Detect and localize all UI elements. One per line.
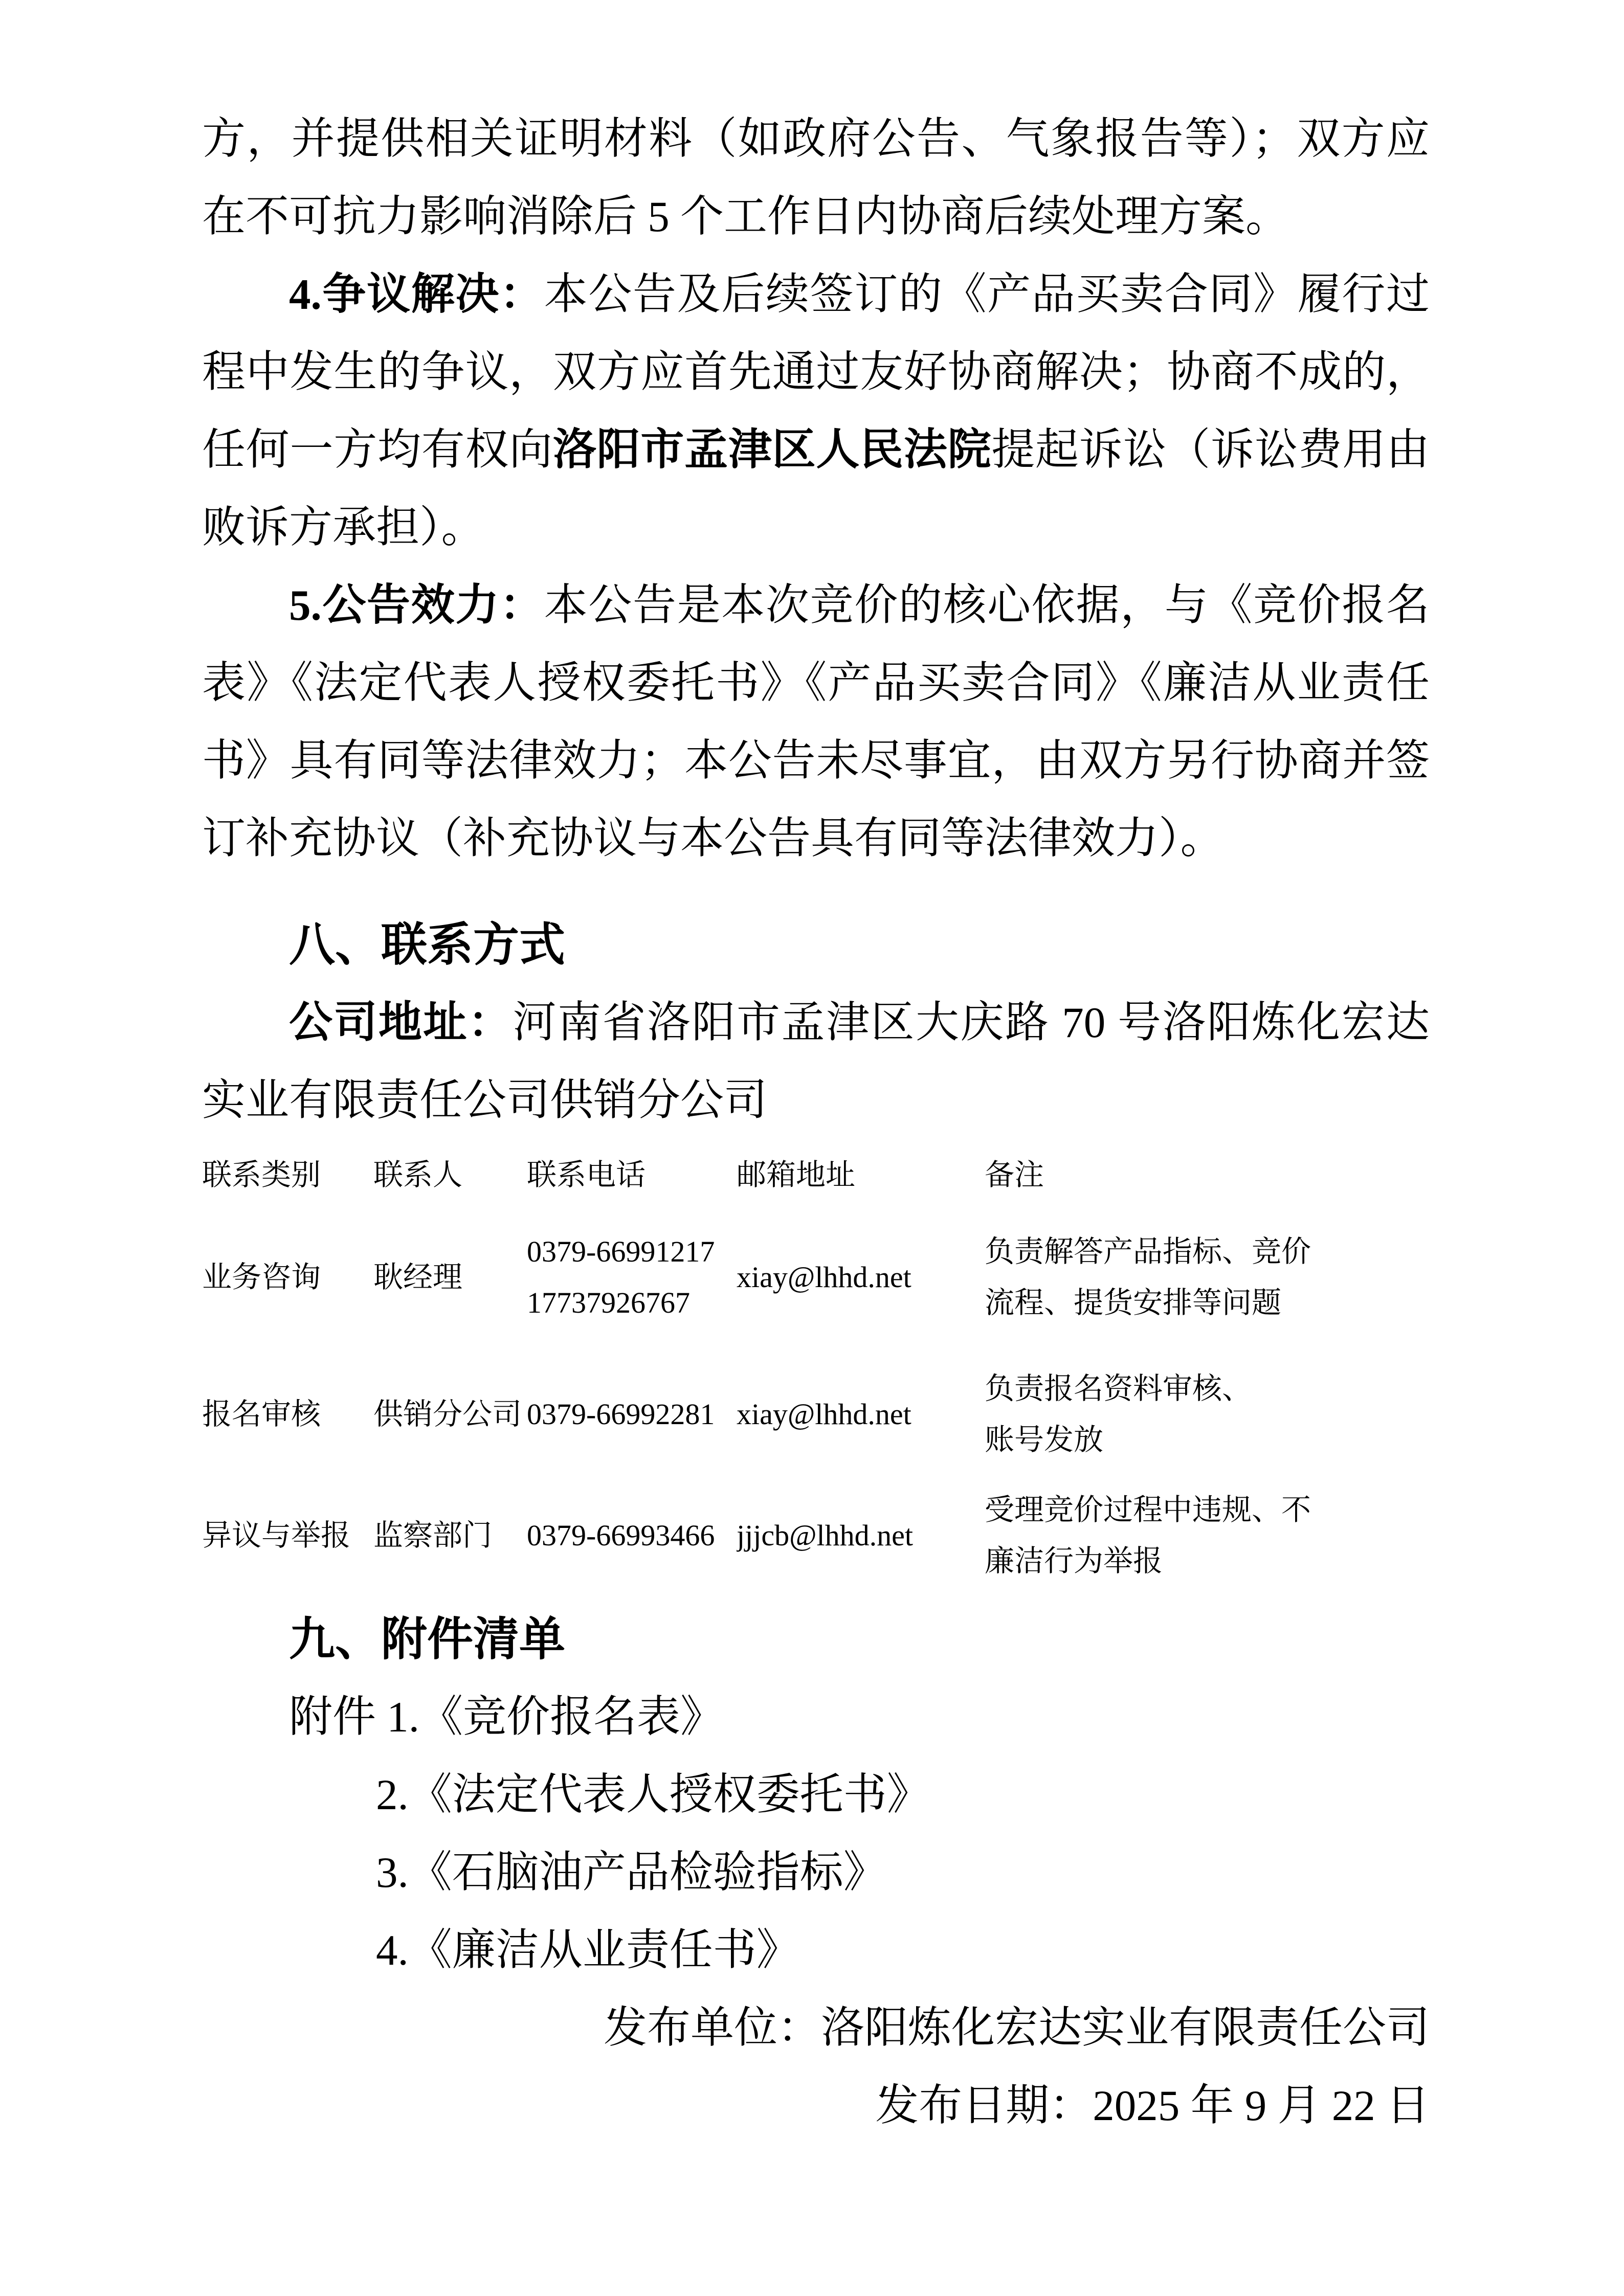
contact-table-header-row <box>202 1147 1427 1203</box>
publisher-line <box>202 1989 1430 2067</box>
cell-category: 报名审核 <box>202 1397 321 1431</box>
col-header-phone: 联系电话 <box>527 1158 646 1191</box>
contact-table <box>202 1147 1427 1594</box>
cell-remark: 受理竞价过程中违规、不 廉洁行为举报 <box>985 1493 1311 1578</box>
table-row <box>202 1203 1427 1352</box>
cell-person: 监察部门 <box>373 1519 493 1552</box>
cell-person: 耿经理 <box>373 1260 463 1294</box>
cell-email: xiay@lhhd.net <box>737 1397 911 1431</box>
clause-4-dispute-resolution <box>202 256 1430 567</box>
col-header-remark: 备注 <box>985 1158 1044 1191</box>
section-heading-contact: 八、联系方式 <box>289 919 565 971</box>
clause-5-announcement-effect <box>202 567 1430 877</box>
cell-email: xiay@lhhd.net <box>737 1260 911 1294</box>
attachment-item-2: 2.《法定代表人授权委托书》 <box>376 1771 930 1819</box>
continuation-paragraph: 方，并提供相关证明材料（如政府公告、气象报告等）；双方应在不可抗力影响消除后 5 个工作日内协商后续处理方案。 <box>202 115 1430 241</box>
attachment-item-1: 附件 1.《竞价报名表》 <box>289 1693 724 1741</box>
company-address-label: 公司地址： <box>289 999 513 1047</box>
clause-4-court-name: 洛阳市孟津区人民法院 <box>552 426 992 474</box>
publisher-label: 发布单位： <box>603 2004 821 2052</box>
company-address-paragraph <box>202 984 1430 1139</box>
clause-5-text: 本公告是本次竞价的核心依据，与《竞价报名表》《法定代表人授权委托书》《产品买卖合同》《廉洁从业责任书》具有同等法律效力；本公告未尽事宜，由双方另行协商并签订补充协议（补充协议与本公告具有同等法律效力）。 <box>202 581 1430 863</box>
cell-phone: 0379-66993466 <box>527 1519 715 1552</box>
clause-4-label: 4.争议解决： <box>289 271 544 319</box>
attachment-item-3: 3.《石脑油产品检验指标》 <box>376 1849 887 1897</box>
col-header-category: 联系类别 <box>202 1158 321 1191</box>
table-row <box>202 1477 1427 1594</box>
publish-date-label: 发布日期： <box>875 2082 1093 2130</box>
cell-phone: 0379-66992281 <box>527 1397 715 1431</box>
cell-category: 业务咨询 <box>202 1260 321 1294</box>
cell-email: jjjcb@lhhd.net <box>737 1519 913 1552</box>
company-address-text: 河南省洛阳市孟津区大庆路 70 号洛阳炼化宏达实业有限责任公司供销分公司 <box>202 999 1430 1124</box>
publish-date-value: 2025 年 9 月 22 日 <box>1093 2082 1430 2130</box>
col-header-email: 邮箱地址 <box>737 1158 856 1191</box>
clause-4-text-after: 提起诉讼（诉讼费用由败诉方承担）。 <box>202 426 1430 552</box>
cell-category: 异议与举报 <box>202 1519 351 1552</box>
attachment-item-4: 4.《廉洁从业责任书》 <box>376 1926 800 1974</box>
cell-phone: 0379-66991217 17737926767 <box>527 1235 715 1319</box>
publish-date-line <box>202 2067 1430 2145</box>
col-header-person: 联系人 <box>373 1158 463 1191</box>
publisher-name: 洛阳炼化宏达实业有限责任公司 <box>820 2004 1430 2052</box>
cell-remark: 负责解答产品指标、竞价 流程、提货安排等问题 <box>985 1235 1311 1319</box>
cell-remark: 负责报名资料审核、 账号发放 <box>985 1371 1252 1456</box>
section-heading-attachments: 九、附件清单 <box>289 1614 565 1665</box>
cell-person: 供销分公司 <box>373 1397 522 1431</box>
clause-5-label: 5.公告效力： <box>289 581 544 629</box>
table-row <box>202 1352 1427 1477</box>
clause-4-text-before: 本公告及后续签订的《产品买卖合同》履行过程中发生的争议，双方应首先通过友好协商解决；协商不成的，任何一方均有权向 <box>202 271 1430 474</box>
